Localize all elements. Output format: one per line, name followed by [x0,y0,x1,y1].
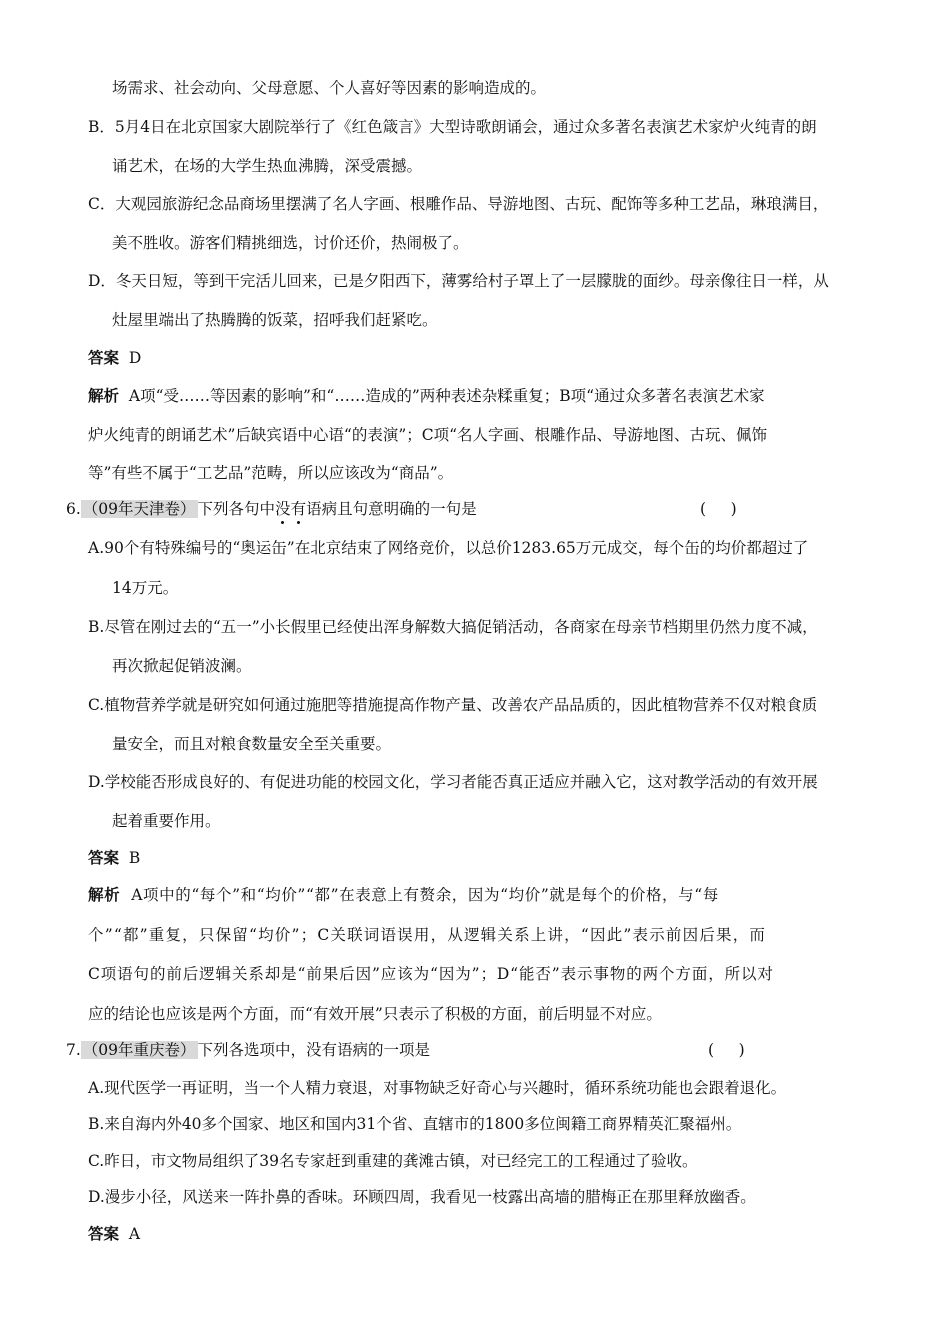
text-line: 量安全，而且对粮食数量安全至关重要。 [112,735,392,753]
option-d-text: D.漫步小径，风送来一阵扑鼻的香味。环顾四周，我看见一枝露出高墙的腊梅正在那里释放幽香。 [88,1188,756,1206]
emphasis-char: 没 [275,500,291,518]
answer-label: 答案 [88,348,120,367]
question-stem: 语病且句意明确的一句是 [306,500,477,518]
option-b-text: B．5月4日在北京国家大剧院举行了《红色箴言》大型诗歌朗诵会，通过众多著名表演艺术家炉火纯青的朗 [88,118,817,136]
question-stem: 下列各选项中，没有语病的一项是 [197,1041,431,1059]
question-source: （09年天津卷） [82,500,196,518]
question-6-stem [66,499,477,519]
text-line: 14万元。 [112,579,179,597]
emphasis-char: 有 [290,500,307,518]
option-d-text: D．冬天日短，等到干完活儿回来，已是夕阳西下，薄雾给村子罩上了一层朦胧的面纱。母亲像往日一样，从 [88,272,829,290]
answer-line [88,848,140,868]
text-line: 起着重要作用。 [112,812,221,830]
text-line: 再次掀起促销波澜。 [112,657,252,675]
text-line: 灶屋里端出了热腾腾的饭菜，招呼我们赶紧吃。 [112,311,438,329]
analysis-text: 应的结论也应该是两个方面，而“有效开展”只表示了积极的方面，前后明显不对应。 [88,1005,662,1023]
answer-line [88,1224,140,1244]
answer-blank: ( ) [700,500,737,518]
analysis-line [88,386,765,406]
analysis-line [88,885,719,905]
answer-blank: ( ) [708,1041,745,1059]
analysis-text: A项“受……等因素的影响”和“……造成的”两种表述杂糅重复；B项“通过众多著名表演艺术家 [128,387,765,405]
answer-label: 答案 [88,848,120,867]
analysis-text: 个”“都”重复，只保留“均价”；C关联词语误用，从逻辑关系上讲，“因此”表示前因后果，而 [88,926,767,944]
answer-line [88,348,141,368]
analysis-text: 等”有些不属于“工艺品”范畴，所以应该改为“商品”。 [88,464,454,482]
option-b-text: B.尽管在刚过去的“五一”小长假里已经使出浑身解数大搞促销活动，各商家在母亲节档期里仍然力度不减， [88,618,818,636]
question-number: 7. [66,1041,81,1059]
option-b-text: B.来自海内外40多个国家、地区和国内31个省、直辖市的1800多位闽籍工商界精英汇聚福州。 [88,1115,742,1133]
option-c-text: C.昨日，市文物局组织了39名专家赶到重建的龚滩古镇，对已经完工的工程通过了验收。 [88,1152,698,1170]
text-line: 诵艺术，在场的大学生热血沸腾，深受震撼。 [112,157,423,175]
option-c-text: C.植物营养学就是研究如何通过施肥等措施提高作物产量、改善农产品品质的，因此植物营养不仅对粮食质 [88,696,818,714]
answer-value: A [128,1225,141,1243]
analysis-label: 解析 [88,885,121,904]
question-stem: 下列各句中 [197,500,276,518]
answer-value: D [128,349,142,367]
question-source: （09年重庆卷） [82,1041,196,1059]
text-line: 美不胜收。游客们精挑细选，讨价还价，热闹极了。 [112,234,469,252]
text-line: 场需求、社会动向、父母意愿、个人喜好等因素的影响造成的。 [112,79,547,97]
option-a-text: A.现代医学一再证明，当一个人精力衰退，对事物缺乏好奇心与兴趣时，循环系统功能也会跟着退化。 [88,1079,787,1097]
option-d-text: D.学校能否形成良好的、有促进功能的校园文化，学习者能否真正适应并融入它，这对教学活动的有效开展 [88,773,818,791]
answer-value: B [128,849,141,867]
analysis-text: A项中的“每个”和“均价”“都”在表意上有赘余，因为“均价”就是每个的价格，与“每 [131,886,719,904]
question-number: 6. [66,500,81,518]
option-c-text: C．大观园旅游纪念品商场里摆满了名人字画、根雕作品、导游地图、古玩、配饰等多种工艺品，琳琅满目， [88,195,829,213]
option-a-text: A.90个有特殊编号的“奥运缶”在北京结束了网络竞价，以总价1283.65万元成交，每个缶的均价都超过了 [88,539,809,557]
answer-label: 答案 [88,1224,120,1243]
analysis-text: 炉火纯青的朗诵艺术”后缺宾语中心语“的表演”；C项“名人字画、根雕作品、导游地图、古玩、佩饰 [88,426,768,444]
question-7-stem [66,1040,430,1060]
analysis-text: C项语句的前后逻辑关系却是“前果后因”应该为“因为”；D“能否”表示事物的两个方面，所以对 [88,965,774,983]
analysis-label: 解析 [88,386,120,405]
